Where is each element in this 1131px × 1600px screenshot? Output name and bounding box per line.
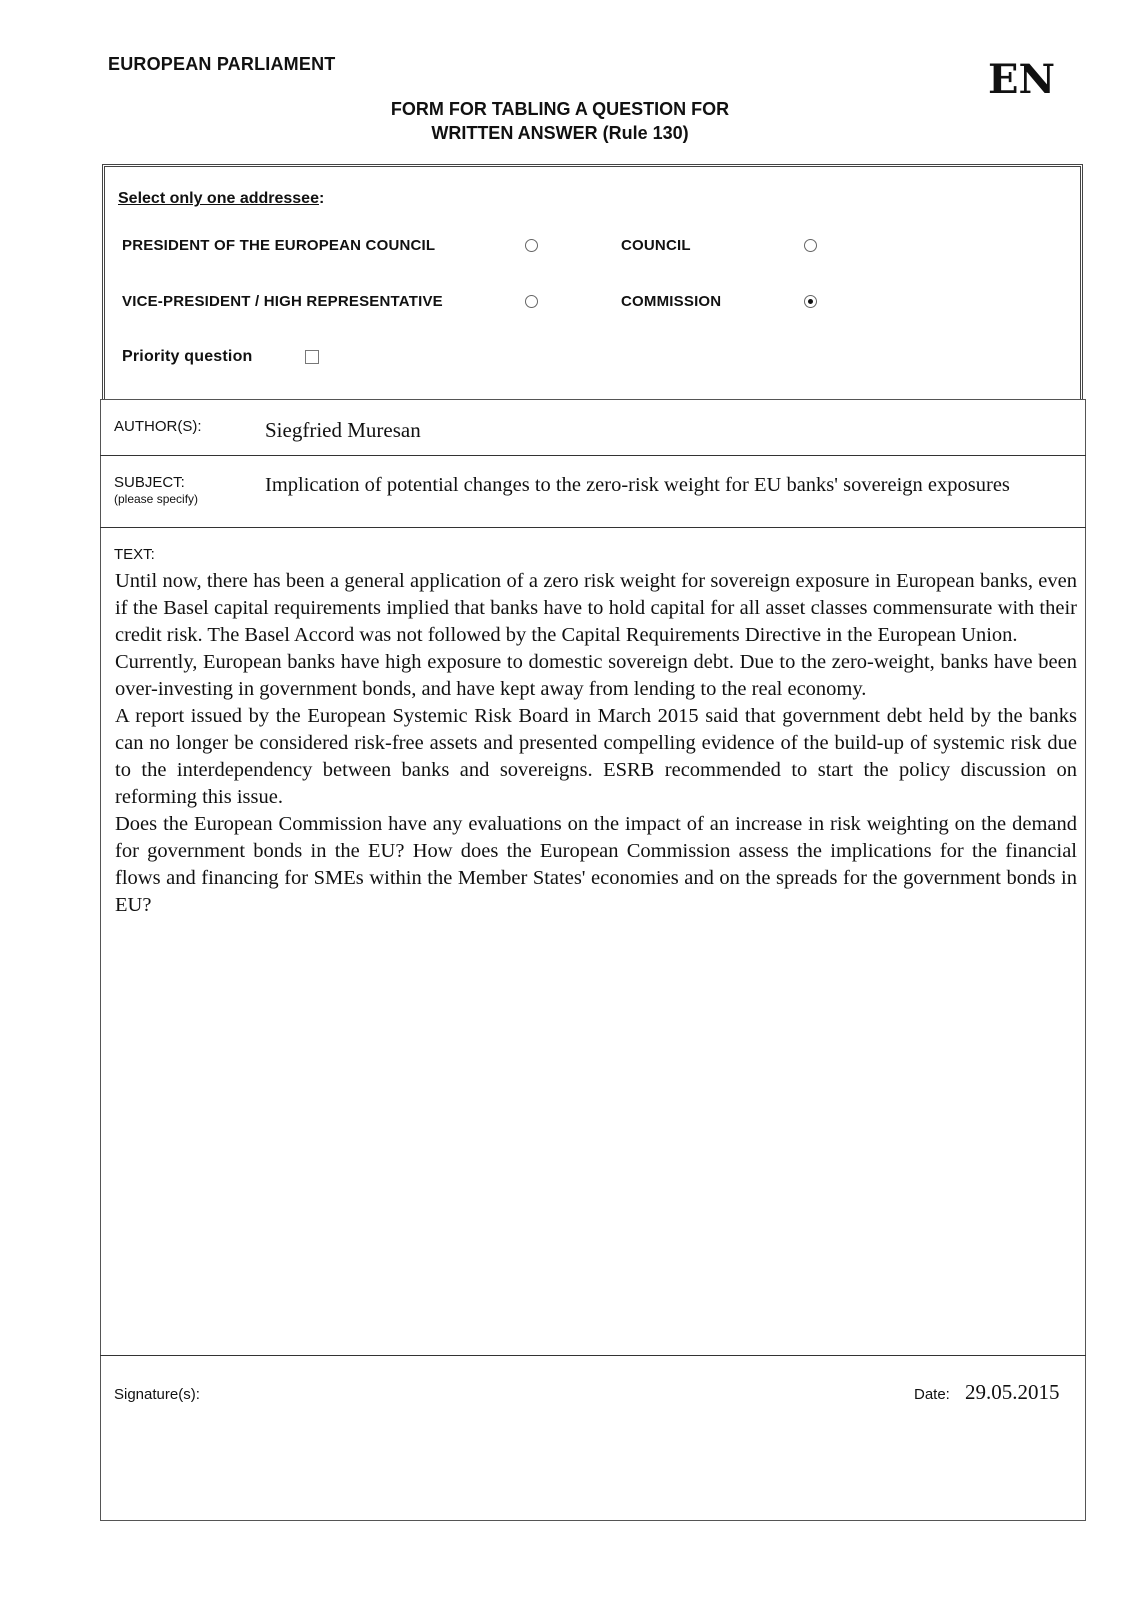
question-text xyxy=(115,568,1077,919)
question-paragraph: Until now, there has been a general application of a zero risk weight for sovereign exposure in European banks, even if the Basel capital requirements implied that banks have to hold capital for all asset classes commensurate with their credit risk. The Basel Accord was not followed by the Capital Requirements Directive in the European Union. xyxy=(115,570,1077,646)
priority-question-label: Priority question xyxy=(122,348,253,365)
divider-authors xyxy=(100,455,1086,456)
subject-sublabel: (please specify) xyxy=(114,492,199,506)
form-title-line1: FORM FOR TABLING A QUESTION FOR xyxy=(390,99,730,119)
authors-label: AUTHOR(S): xyxy=(114,418,202,435)
form-title-line2: WRITTEN ANSWER (Rule 130) xyxy=(431,123,689,143)
question-paragraph: A report issued by the European Systemic Risk Board in March 2015 said that government debt held by the banks can no longer be considered risk-free assets and presented compelling evidence of the build-up of systemic risk due to the interdependency between banks and sovereigns. ESRB recommended to start the policy discussion on reforming this issue. xyxy=(115,705,1077,808)
language-code: EN xyxy=(988,56,1056,103)
text-label: TEXT: xyxy=(114,546,155,563)
question-paragraph: Currently, European banks have high exposure to domestic sovereign debt. Due to the zero-weight, banks have been over-investing in government bonds, and have kept away from lending to the real economy. xyxy=(115,651,1077,700)
addressee-instruction-colon: : xyxy=(318,190,325,207)
divider-text xyxy=(100,1355,1086,1356)
option-label-commission: COMMISSION xyxy=(621,293,722,310)
option-label-president-european-council: PRESIDENT OF THE EUROPEAN COUNCIL xyxy=(122,237,436,254)
signature-label: Signature(s): xyxy=(114,1386,200,1403)
organization-name: EUROPEAN PARLIAMENT xyxy=(108,54,336,74)
radio-president-european-council[interactable] xyxy=(525,239,538,252)
radio-council[interactable] xyxy=(804,239,817,252)
option-label-council: COUNCIL xyxy=(621,237,691,254)
subject-value: Implication of potential changes to the zero-risk weight for EU banks' sovereign exposures xyxy=(265,474,1010,496)
radio-commission[interactable] xyxy=(804,295,817,308)
form-title xyxy=(380,97,740,145)
question-paragraph: Does the European Commission have any evaluations on the impact of an increase in risk weighting on the demand for government bonds in the EU? How does the European Commission assess the implications for the financial flows and financing for SMEs within the Member States' economies and on the spreads for the government bonds in EU? xyxy=(115,813,1077,916)
date-label: Date: xyxy=(914,1386,950,1403)
date-value: 29.05.2015 xyxy=(965,1380,1060,1404)
addressee-instruction-text: Select only one addressee xyxy=(118,190,319,207)
divider-subject xyxy=(100,527,1086,528)
subject-label: SUBJECT: xyxy=(114,474,185,491)
addressee-instruction xyxy=(118,190,324,208)
authors-value: Siegfried Muresan xyxy=(265,418,421,442)
priority-question-checkbox[interactable] xyxy=(305,350,319,364)
option-label-vice-president: VICE-PRESIDENT / HIGH REPRESENTATIVE xyxy=(122,293,443,310)
radio-vice-president[interactable] xyxy=(525,295,538,308)
